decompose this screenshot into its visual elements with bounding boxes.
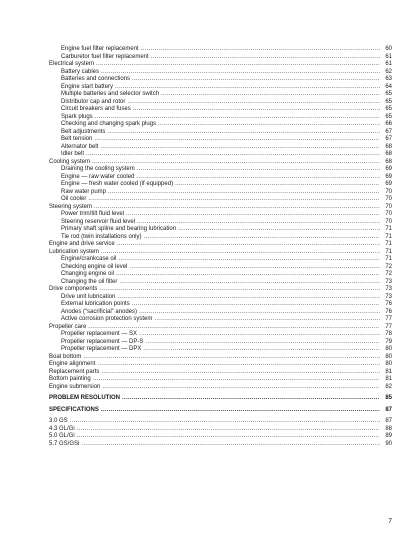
toc-entry[interactable] bbox=[49, 384, 392, 392]
toc-entry-page: 81 bbox=[385, 376, 392, 382]
toc-dot-leader bbox=[178, 226, 380, 234]
toc-dot-leader bbox=[70, 418, 380, 426]
toc-entry-page: 77 bbox=[385, 323, 392, 330]
toc-entry-label: Checking and changing spark plugs bbox=[61, 121, 157, 127]
toc-entry-label: Engine — raw water cooled bbox=[61, 173, 135, 180]
toc-entry-label: Bottom painting bbox=[49, 376, 91, 382]
toc-entry-page: 90 bbox=[385, 440, 392, 447]
toc-entry[interactable] bbox=[49, 54, 392, 62]
toc-entry-page: 69 bbox=[385, 166, 392, 172]
toc-entry-label: Engine/crankcase oil bbox=[61, 256, 117, 262]
toc-entry-page: 72 bbox=[385, 263, 392, 270]
toc-entry-page: 70 bbox=[385, 188, 392, 195]
toc-entry-page: 71 bbox=[385, 256, 392, 262]
toc-entry-label: Propeller care bbox=[49, 323, 87, 330]
toc-dot-leader bbox=[133, 106, 380, 114]
toc-dot-leader bbox=[115, 84, 380, 92]
toc-entry-page: 70 bbox=[385, 218, 392, 225]
toc-entry[interactable] bbox=[49, 196, 392, 204]
toc-entry-label: Multiple batteries and selector switch bbox=[61, 91, 160, 97]
page-number: 7 bbox=[388, 518, 392, 525]
toc-dot-leader bbox=[94, 136, 380, 144]
toc-entry-page: 68 bbox=[385, 143, 392, 150]
toc-entry-label: 5.0 GL/Gi bbox=[49, 433, 75, 439]
toc-dot-leader bbox=[129, 264, 380, 272]
toc-entry[interactable] bbox=[49, 294, 392, 302]
toc-entry[interactable] bbox=[49, 46, 392, 54]
toc-entry-page: 79 bbox=[385, 338, 392, 345]
toc-entry-page: 69 bbox=[385, 173, 392, 180]
toc-entry[interactable] bbox=[49, 331, 392, 339]
toc-entry[interactable] bbox=[49, 219, 392, 227]
toc-entry[interactable] bbox=[49, 249, 392, 257]
toc-entry-label: Checking engine oil level bbox=[61, 263, 128, 270]
toc-entry-page: 67 bbox=[385, 128, 392, 135]
toc-entry-page: 65 bbox=[385, 106, 392, 112]
toc-entry-label: Active corrosion protection system bbox=[61, 316, 153, 322]
toc-dot-leader bbox=[145, 339, 380, 347]
toc-entry-page: 68 bbox=[385, 151, 392, 157]
toc-entry[interactable] bbox=[49, 433, 392, 441]
toc-entry-label: Engine and drive service bbox=[49, 241, 115, 247]
toc-dot-leader bbox=[175, 181, 380, 189]
toc-entry[interactable] bbox=[49, 151, 392, 159]
toc-entry[interactable] bbox=[49, 166, 392, 174]
toc-entry-label: Engine start battery bbox=[61, 83, 114, 90]
toc-entry-page: 87 bbox=[385, 406, 392, 413]
toc-entry[interactable] bbox=[49, 395, 392, 403]
toc-entry-label: Alternator belt bbox=[61, 143, 99, 150]
toc-dot-leader bbox=[161, 91, 380, 99]
toc-dot-leader bbox=[132, 301, 380, 309]
toc-entry-label: Propeller replacement — DPX bbox=[61, 346, 142, 352]
toc-entry[interactable] bbox=[49, 376, 392, 384]
toc-entry-label: Drive unit lubrication bbox=[61, 293, 116, 300]
toc-entry[interactable] bbox=[49, 189, 392, 197]
toc-entry-label: Replacement parts bbox=[49, 368, 100, 375]
toc-entry-page: 77 bbox=[385, 316, 392, 322]
toc-entry-label: Power trim/tilt fluid level bbox=[61, 211, 125, 217]
toc-entry-label: 3.0 GS bbox=[49, 418, 68, 424]
toc-entry[interactable] bbox=[49, 418, 392, 426]
toc-entry[interactable] bbox=[49, 339, 392, 347]
toc-dot-leader bbox=[100, 144, 380, 152]
toc-entry-label: Batteries and connections bbox=[61, 76, 131, 82]
toc-entry-page: 80 bbox=[385, 353, 392, 360]
toc-entry-page: 66 bbox=[385, 121, 392, 127]
toc-dot-leader bbox=[86, 151, 380, 159]
toc-dot-leader bbox=[83, 354, 380, 362]
toc-entry[interactable] bbox=[49, 407, 392, 415]
toc-entry[interactable] bbox=[49, 324, 392, 332]
toc-entry-label: Engine fuel filter replacement bbox=[61, 46, 139, 52]
toc-dot-leader bbox=[141, 46, 380, 54]
toc-entry-label: Idler belt bbox=[61, 151, 85, 157]
toc-entry-page: 78 bbox=[385, 331, 392, 337]
toc-entry[interactable] bbox=[49, 144, 392, 152]
toc-dot-leader bbox=[122, 395, 380, 403]
toc-entry-page: 71 bbox=[385, 233, 392, 240]
toc-entry-page: 80 bbox=[385, 361, 392, 367]
toc-entry[interactable] bbox=[49, 316, 392, 324]
toc-entry-page: 82 bbox=[385, 383, 392, 390]
toc-dot-leader bbox=[118, 256, 380, 264]
toc-dot-leader bbox=[108, 189, 380, 197]
toc-dot-leader bbox=[117, 241, 380, 249]
toc-dot-leader bbox=[101, 69, 380, 77]
toc-dot-leader bbox=[151, 54, 380, 62]
toc-dot-leader bbox=[88, 196, 380, 204]
toc-entry[interactable] bbox=[49, 181, 392, 189]
toc-entry[interactable] bbox=[49, 346, 392, 354]
toc-entry-label: SPECIFICATIONS bbox=[49, 406, 99, 413]
toc-entry[interactable] bbox=[49, 369, 392, 377]
toc-dot-leader bbox=[143, 346, 380, 354]
toc-dot-leader bbox=[117, 294, 380, 302]
toc-dot-leader bbox=[116, 271, 380, 279]
toc-entry-label: Propeller replacement — DP-S bbox=[61, 338, 144, 345]
toc-entry-page: 69 bbox=[385, 181, 392, 187]
toc-entry-label: Propeller replacement — SX bbox=[61, 331, 138, 337]
toc-dot-leader bbox=[139, 309, 380, 317]
toc-entry[interactable] bbox=[49, 241, 392, 249]
toc-dot-leader bbox=[154, 316, 380, 324]
toc-dot-leader bbox=[139, 331, 380, 339]
toc-entry-label: Engine alignment bbox=[49, 361, 96, 367]
toc-entry[interactable] bbox=[49, 61, 392, 69]
toc-entry-label: Oil cooler bbox=[61, 196, 87, 202]
toc-entry-page: 71 bbox=[385, 226, 392, 232]
toc-dot-leader bbox=[127, 99, 380, 107]
toc-entry-label: Distributor cap and rotor bbox=[61, 98, 126, 105]
toc-dot-leader bbox=[77, 433, 380, 441]
toc-entry[interactable] bbox=[49, 159, 392, 167]
toc-entry-label: Spark plugs bbox=[61, 113, 93, 120]
toc-entry-label: Changing the oil filter bbox=[61, 278, 118, 285]
toc-entry-page: 67 bbox=[385, 136, 392, 142]
toc-entry[interactable] bbox=[49, 211, 392, 219]
toc-entry-label: Anodes (“sacrificial” anodes) bbox=[61, 308, 138, 315]
toc-entry-label: External lubrication points bbox=[61, 301, 130, 307]
toc-entry-page: 61 bbox=[385, 53, 392, 60]
toc-dot-leader bbox=[101, 249, 380, 257]
toc-entry-page: 73 bbox=[385, 293, 392, 300]
toc-entry-label: Cooling system bbox=[49, 158, 91, 165]
toc-entry-page: 80 bbox=[385, 346, 392, 352]
toc-dot-leader bbox=[107, 129, 380, 137]
toc-entry-page: 76 bbox=[385, 308, 392, 315]
toc-dot-leader bbox=[137, 219, 380, 227]
toc-entry[interactable] bbox=[49, 226, 392, 234]
toc-dot-leader bbox=[77, 426, 380, 434]
toc-entry[interactable] bbox=[49, 174, 392, 182]
toc-entry-label: Boat bottom bbox=[49, 353, 82, 360]
toc-dot-leader bbox=[96, 61, 380, 69]
toc-entry-page: 70 bbox=[385, 203, 392, 210]
toc-entry[interactable] bbox=[49, 69, 392, 77]
toc-dot-leader bbox=[99, 286, 380, 294]
toc-entry[interactable] bbox=[49, 99, 392, 107]
toc-entry-label: PROBLEM RESOLUTION bbox=[49, 395, 121, 401]
toc-dot-leader bbox=[93, 376, 380, 384]
toc-entry-page: 76 bbox=[385, 301, 392, 307]
toc-entry-label: Engine submersion bbox=[49, 383, 101, 390]
toc-dot-leader bbox=[136, 174, 380, 182]
toc-entry[interactable] bbox=[49, 441, 392, 449]
toc-dot-leader bbox=[143, 234, 380, 242]
toc-entry-page: 64 bbox=[385, 83, 392, 90]
toc-entry-label: Steering system bbox=[49, 203, 93, 210]
toc-entry-page: 71 bbox=[385, 248, 392, 255]
toc-entry-page: 70 bbox=[385, 196, 392, 202]
toc-entry-label: 5.7 GS/GSi bbox=[49, 440, 80, 447]
toc-entry[interactable] bbox=[49, 354, 392, 362]
toc-dot-leader bbox=[88, 324, 380, 332]
toc-entry-label: Lubrication system bbox=[49, 248, 100, 255]
toc-entry-page: 65 bbox=[385, 91, 392, 97]
toc-entry-page: 85 bbox=[385, 395, 392, 401]
toc-entry-page: 68 bbox=[385, 158, 392, 165]
toc-entry[interactable] bbox=[49, 279, 392, 287]
toc-entry-label: Engine — fresh water cooled (if equipped) bbox=[61, 181, 174, 187]
toc-entry-page: 88 bbox=[385, 425, 392, 432]
toc-entry[interactable] bbox=[49, 301, 392, 309]
toc-dot-leader bbox=[95, 114, 380, 122]
toc-dot-leader bbox=[97, 361, 380, 369]
toc-entry[interactable] bbox=[49, 91, 392, 99]
toc-dot-leader bbox=[102, 384, 380, 392]
toc-dot-leader bbox=[158, 121, 380, 129]
toc-entry[interactable] bbox=[49, 129, 392, 137]
toc-entry[interactable] bbox=[49, 264, 392, 272]
table-of-contents bbox=[49, 46, 392, 448]
toc-entry-page: 63 bbox=[385, 76, 392, 82]
toc-dot-leader bbox=[137, 166, 380, 174]
toc-entry-page: 89 bbox=[385, 433, 392, 439]
toc-entry-label: Tie rod (twin installations only) bbox=[61, 233, 142, 240]
toc-dot-leader bbox=[119, 279, 380, 287]
toc-entry-label: Carburetor fuel filter replacement bbox=[61, 53, 149, 60]
toc-dot-leader bbox=[101, 407, 380, 415]
toc-entry-page: 73 bbox=[385, 286, 392, 292]
toc-entry-label: Belt tension bbox=[61, 136, 93, 142]
toc-entry-label: Raw water pump bbox=[61, 188, 107, 195]
toc-entry-page: 65 bbox=[385, 113, 392, 120]
toc-entry[interactable] bbox=[49, 309, 392, 317]
toc-entry-label: 4.3 GL/Gi bbox=[49, 425, 75, 432]
toc-entry-page: 70 bbox=[385, 211, 392, 217]
toc-dot-leader bbox=[132, 76, 380, 84]
toc-dot-leader bbox=[94, 204, 380, 212]
toc-entry[interactable] bbox=[49, 84, 392, 92]
toc-dot-leader bbox=[81, 441, 380, 449]
toc-entry-label: Belt adjustments bbox=[61, 128, 106, 135]
toc-entry-page: 62 bbox=[385, 68, 392, 75]
toc-entry-label: Primary shaft spline and bearing lubrication bbox=[61, 226, 177, 232]
toc-entry[interactable] bbox=[49, 256, 392, 264]
toc-entry[interactable] bbox=[49, 426, 392, 434]
toc-entry-page: 72 bbox=[385, 271, 392, 277]
toc-entry-page: 71 bbox=[385, 241, 392, 247]
toc-dot-leader bbox=[92, 159, 380, 167]
toc-entry[interactable] bbox=[49, 136, 392, 144]
toc-entry-label: Changing engine oil bbox=[61, 271, 115, 277]
toc-entry[interactable] bbox=[49, 76, 392, 84]
toc-entry[interactable] bbox=[49, 106, 392, 114]
toc-entry-page: 73 bbox=[385, 278, 392, 285]
toc-entry[interactable] bbox=[49, 114, 392, 122]
toc-entry-label: Draining the cooling system bbox=[61, 166, 135, 172]
toc-dot-leader bbox=[101, 369, 380, 377]
toc-entry-page: 61 bbox=[385, 61, 392, 67]
toc-entry[interactable] bbox=[49, 361, 392, 369]
toc-entry[interactable] bbox=[49, 271, 392, 279]
toc-entry-page: 65 bbox=[385, 98, 392, 105]
toc-entry-label: Battery cables bbox=[61, 68, 100, 75]
toc-entry[interactable] bbox=[49, 234, 392, 242]
toc-entry-page: 87 bbox=[385, 418, 392, 424]
toc-entry[interactable] bbox=[49, 121, 392, 129]
toc-entry-label: Drive components bbox=[49, 286, 98, 292]
toc-entry[interactable] bbox=[49, 286, 392, 294]
toc-entry-label: Electrical system bbox=[49, 61, 95, 67]
toc-entry-label: Steering reservoir fluid level bbox=[61, 218, 136, 225]
toc-entry[interactable] bbox=[49, 204, 392, 212]
toc-entry-label: Circuit breakers and fuses bbox=[61, 106, 131, 112]
toc-entry-page: 81 bbox=[385, 368, 392, 375]
toc-dot-leader bbox=[126, 211, 380, 219]
toc-entry-page: 60 bbox=[385, 46, 392, 52]
